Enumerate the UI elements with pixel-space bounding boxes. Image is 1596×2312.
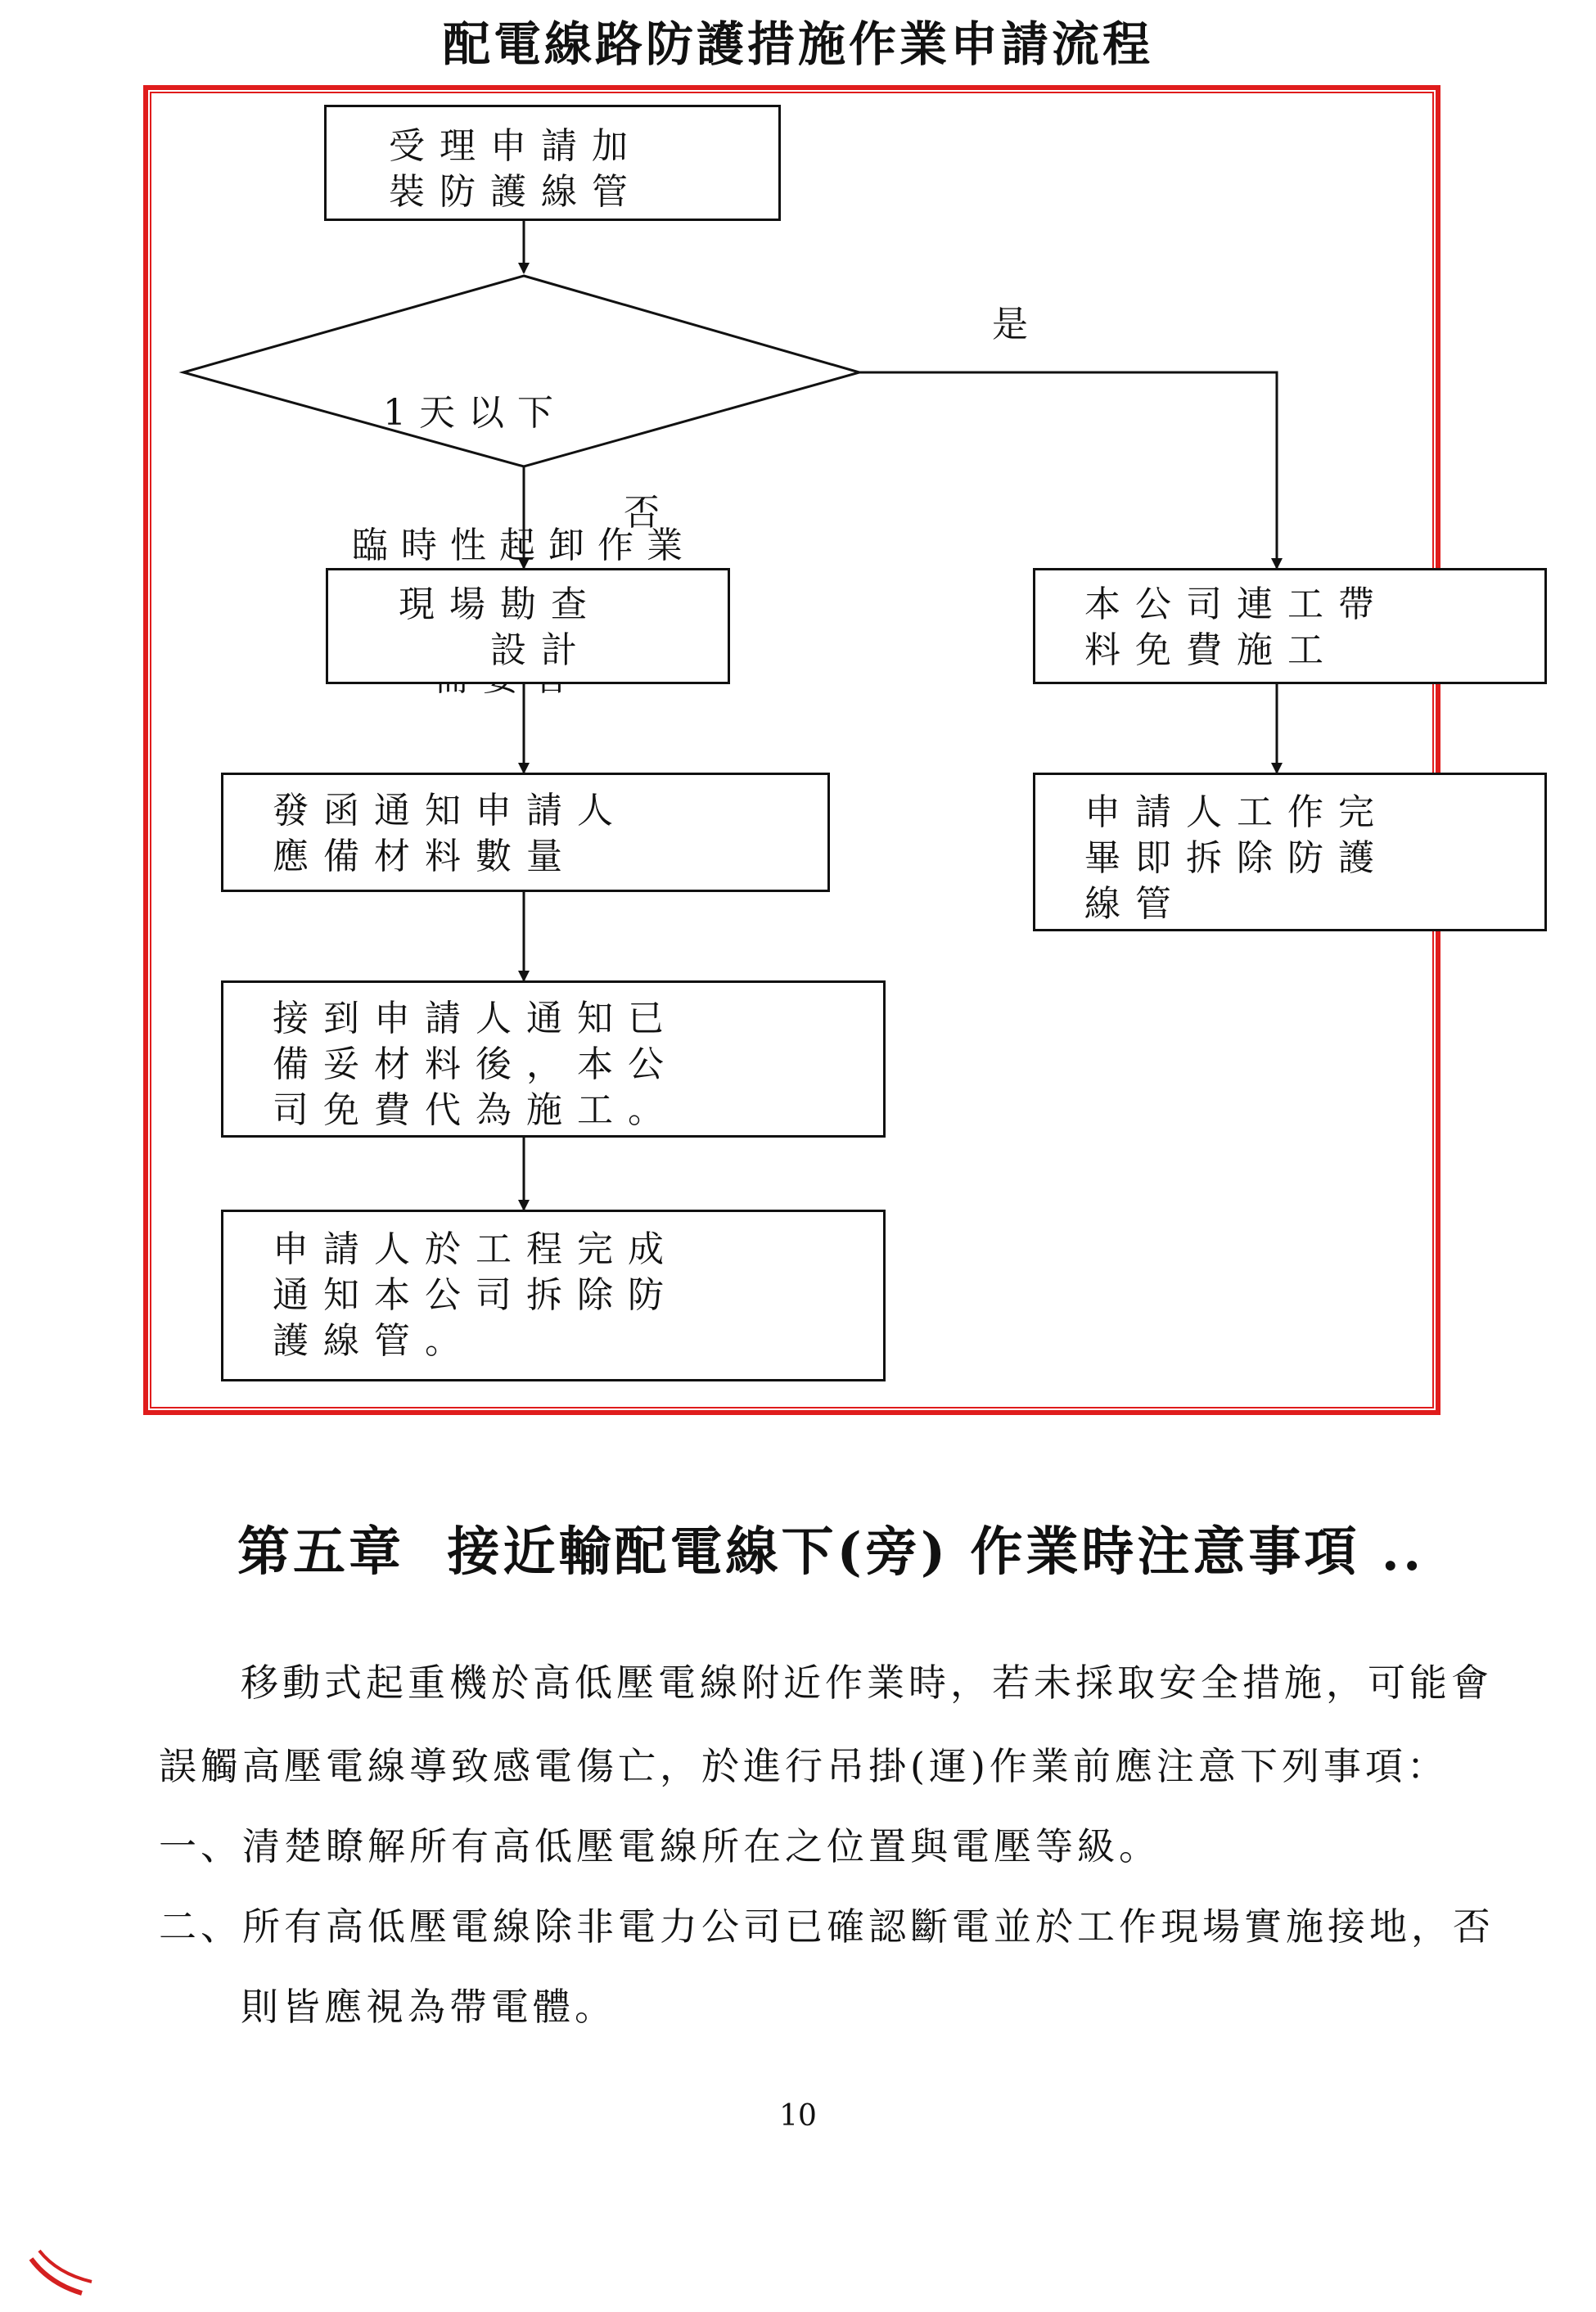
step-notify-materials-line2: 應備材料數量: [273, 836, 577, 877]
chapter-heading: 第五章 接近輸配電線下(旁) 作業時注意事項 ..: [237, 1521, 1425, 1583]
step-receive-application: [324, 105, 781, 221]
list-item-2: 二、所有高低壓電線除非電力公司已確認斷電並於工作現場實施接地，否: [159, 1904, 1495, 1949]
step-receive-application-line1: 受理申請加: [389, 125, 642, 167]
step-remove-after-work: [1033, 773, 1547, 931]
step-request-removal-line1: 申請人於工程完成: [273, 1228, 679, 1270]
decision-line2: 臨時性起卸作業: [352, 525, 696, 566]
list-item-1: 一、清楚瞭解所有高低壓電線所在之位置與電壓等級。: [159, 1824, 1161, 1868]
step-site-survey-line1: 現場勘查: [399, 584, 602, 625]
list-item-2-continued: 則皆應視為帶電體。: [241, 1985, 616, 2029]
step-receive-application-line2: 裝防護線管: [389, 171, 642, 213]
arrow-decision-to-free: [859, 372, 1277, 568]
step-materials-ready-line1: 接到申請人通知已: [273, 998, 679, 1039]
label-no: 否: [624, 492, 660, 534]
step-request-removal: [221, 1210, 886, 1381]
step-materials-ready: [221, 980, 886, 1138]
body-line: 誤觸高壓電線導致感電傷亡，於進行吊掛(運)作業前應注意下列事項：: [159, 1744, 1449, 1788]
step-site-survey: [326, 568, 730, 684]
flowchart-title: 配電線路防護措施作業申請流程: [442, 16, 1153, 72]
step-notify-materials-line1: 發函通知申請人: [273, 790, 628, 832]
step-free-construction-line2: 料免費施工: [1084, 629, 1338, 671]
step-request-removal-line2: 通知本公司拆除防: [273, 1274, 679, 1316]
step-materials-ready-line3: 司免費代為施工。: [273, 1089, 679, 1131]
step-request-removal-line3: 護線管。: [273, 1320, 476, 1362]
step-free-construction: [1033, 568, 1547, 684]
page-number: 10: [779, 2099, 817, 2133]
step-remove-after-work-line1: 申請人工作完: [1084, 791, 1389, 833]
step-notify-materials: [221, 773, 830, 892]
step-materials-ready-line2: 備妥材料後，本公: [273, 1043, 679, 1085]
body-line: 移動式起重機於高低壓電線附近作業時，若未採取安全措施，可能會: [241, 1661, 1493, 1705]
step-remove-after-work-line3: 線管: [1084, 883, 1186, 925]
label-yes: 是: [992, 304, 1028, 345]
red-stamp-mark-icon: [25, 2242, 98, 2300]
step-site-survey-line2: 設計: [490, 629, 592, 671]
step-free-construction-line1: 本公司連工帶: [1084, 584, 1389, 625]
step-remove-after-work-line2: 畢即拆除防護: [1084, 837, 1389, 879]
decision-line1: 1天以下: [383, 392, 566, 434]
